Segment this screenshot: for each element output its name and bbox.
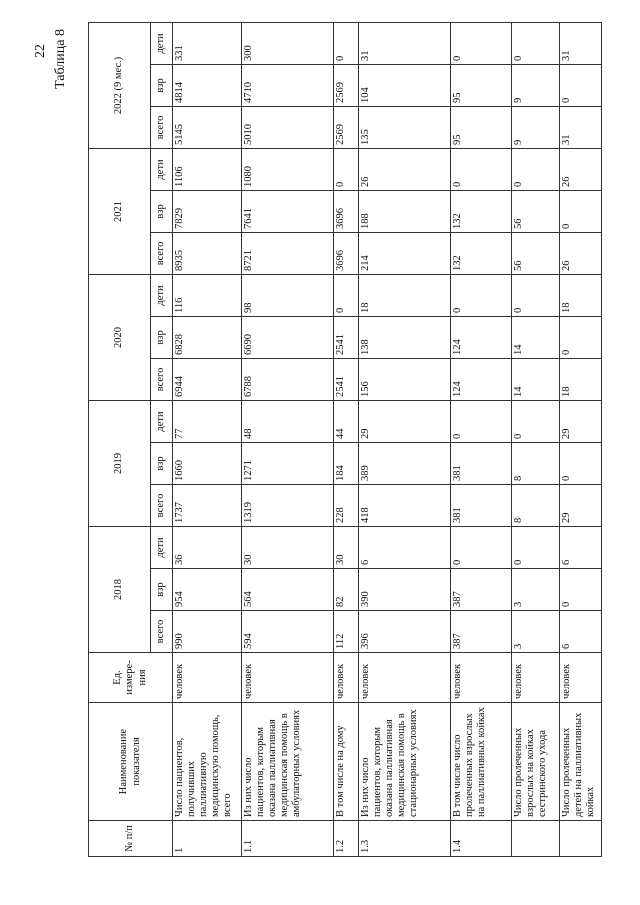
row-number (511, 821, 559, 857)
subheader-adult: взр (151, 569, 173, 611)
value-cell: 1271 (242, 442, 334, 484)
header-year-2020: 2020 (89, 274, 151, 400)
value-cell: 77 (173, 400, 242, 442)
subheader-total: всего (151, 484, 173, 526)
subheader-total: всего (151, 358, 173, 400)
value-cell: 8 (511, 442, 559, 484)
value-cell: 3 (511, 569, 559, 611)
value-cell: 0 (511, 274, 559, 316)
indicator-name: Число пролеченных взрослых на койках сестринского ухода (511, 703, 559, 821)
value-cell: 30 (242, 526, 334, 568)
table-row (511, 22, 559, 856)
value-cell: 4814 (173, 64, 242, 106)
value-cell: 6690 (242, 316, 334, 358)
value-cell: 0 (334, 274, 359, 316)
value-cell: 138 (359, 316, 451, 358)
subheader-child: дети (151, 274, 173, 316)
value-cell: 389 (359, 442, 451, 484)
value-cell: 396 (359, 611, 451, 653)
header-year-2022: 2022 (9 мес.) (89, 22, 151, 148)
value-cell: 124 (451, 316, 512, 358)
value-cell: 98 (242, 274, 334, 316)
value-cell: 95 (451, 106, 512, 148)
unit-cell: человек (451, 653, 512, 703)
value-cell: 8 (511, 484, 559, 526)
indicator-name: В том числе число пролеченных взрослых на паллиативных койках (451, 703, 512, 821)
value-cell: 95 (451, 64, 512, 106)
subheader-total: всего (151, 106, 173, 148)
value-cell: 26 (560, 232, 602, 274)
unit-cell: человек (242, 653, 334, 703)
subheader-adult: взр (151, 64, 173, 106)
value-cell: 3696 (334, 232, 359, 274)
table-row (334, 22, 359, 856)
value-cell: 0 (560, 190, 602, 232)
value-cell: 44 (334, 400, 359, 442)
table-row (451, 22, 512, 856)
value-cell: 29 (560, 484, 602, 526)
indicator-name: В том числе на дому (334, 703, 359, 821)
value-cell: 8935 (173, 232, 242, 274)
value-cell: 1737 (173, 484, 242, 526)
value-cell: 0 (334, 148, 359, 190)
value-cell: 188 (359, 190, 451, 232)
row-number: 1.2 (334, 821, 359, 857)
value-cell: 156 (359, 358, 451, 400)
value-cell: 387 (451, 569, 512, 611)
value-cell: 6 (359, 526, 451, 568)
header-no: № п/п (89, 821, 173, 857)
value-cell: 8721 (242, 232, 334, 274)
value-cell: 2541 (334, 316, 359, 358)
value-cell: 26 (359, 148, 451, 190)
value-cell: 30 (334, 526, 359, 568)
value-cell: 31 (560, 22, 602, 64)
value-cell: 954 (173, 569, 242, 611)
value-cell: 381 (451, 442, 512, 484)
value-cell: 0 (560, 316, 602, 358)
header-name: Наименование показателя (89, 703, 173, 821)
value-cell: 132 (451, 190, 512, 232)
value-cell: 214 (359, 232, 451, 274)
value-cell: 331 (173, 22, 242, 64)
value-cell: 0 (451, 274, 512, 316)
value-cell: 135 (359, 106, 451, 148)
value-cell: 116 (173, 274, 242, 316)
value-cell: 7641 (242, 190, 334, 232)
indicator-name: Число пролеченных детей на паллиативных койках (560, 703, 602, 821)
value-cell: 0 (451, 526, 512, 568)
value-cell: 0 (560, 64, 602, 106)
value-cell: 5010 (242, 106, 334, 148)
value-cell: 1660 (173, 442, 242, 484)
subheader-child: дети (151, 526, 173, 568)
palliative-care-table (88, 22, 602, 857)
value-cell: 0 (560, 569, 602, 611)
value-cell: 29 (359, 400, 451, 442)
row-number (560, 821, 602, 857)
value-cell: 564 (242, 569, 334, 611)
value-cell: 418 (359, 484, 451, 526)
value-cell: 4710 (242, 64, 334, 106)
value-cell: 9 (511, 106, 559, 148)
value-cell: 7829 (173, 190, 242, 232)
value-cell: 56 (511, 232, 559, 274)
header-unit: Ед. измере-ния (89, 653, 173, 703)
value-cell: 1080 (242, 148, 334, 190)
row-number: 1.3 (359, 821, 451, 857)
value-cell: 48 (242, 400, 334, 442)
value-cell: 56 (511, 190, 559, 232)
unit-cell: человек (173, 653, 242, 703)
value-cell: 0 (334, 22, 359, 64)
value-cell: 31 (560, 106, 602, 148)
value-cell: 26 (560, 148, 602, 190)
header-year-2018: 2018 (89, 526, 151, 652)
value-cell: 6 (560, 611, 602, 653)
indicator-name: Из них число пациентов, которым оказана паллиативная медицинская помощь в амбулаторных условиях (242, 703, 334, 821)
subheader-adult: взр (151, 442, 173, 484)
row-number: 1.1 (242, 821, 334, 857)
value-cell: 3696 (334, 190, 359, 232)
value-cell: 6 (560, 526, 602, 568)
table-row (560, 22, 602, 856)
value-cell: 9 (511, 64, 559, 106)
value-cell: 29 (560, 400, 602, 442)
row-number: 1 (173, 821, 242, 857)
table-caption: Таблица 8 (53, 29, 68, 89)
value-cell: 1319 (242, 484, 334, 526)
header-year-2019: 2019 (89, 400, 151, 526)
subheader-total: всего (151, 611, 173, 653)
value-cell: 132 (451, 232, 512, 274)
value-cell: 1106 (173, 148, 242, 190)
value-cell: 104 (359, 64, 451, 106)
unit-cell: человек (511, 653, 559, 703)
value-cell: 36 (173, 526, 242, 568)
value-cell: 14 (511, 316, 559, 358)
table-row (359, 22, 451, 856)
value-cell: 387 (451, 611, 512, 653)
table-row (242, 22, 334, 856)
value-cell: 0 (451, 148, 512, 190)
value-cell: 228 (334, 484, 359, 526)
subheader-child: дети (151, 22, 173, 64)
indicator-name: Число пациентов, получивших паллиативную медицинскую помощь, всего (173, 703, 242, 821)
value-cell: 300 (242, 22, 334, 64)
value-cell: 0 (511, 22, 559, 64)
value-cell: 390 (359, 569, 451, 611)
subheader-child: дети (151, 148, 173, 190)
subheader-total: всего (151, 232, 173, 274)
value-cell: 18 (359, 274, 451, 316)
value-cell: 3 (511, 611, 559, 653)
value-cell: 0 (560, 442, 602, 484)
value-cell: 6828 (173, 316, 242, 358)
value-cell: 0 (511, 400, 559, 442)
value-cell: 0 (511, 526, 559, 568)
value-cell: 112 (334, 611, 359, 653)
value-cell: 0 (451, 22, 512, 64)
value-cell: 6944 (173, 358, 242, 400)
value-cell: 594 (242, 611, 334, 653)
subheader-adult: взр (151, 316, 173, 358)
page-number: 22 (33, 44, 48, 58)
value-cell: 18 (560, 274, 602, 316)
row-number: 1.4 (451, 821, 512, 857)
value-cell: 0 (511, 148, 559, 190)
value-cell: 6788 (242, 358, 334, 400)
unit-cell: человек (359, 653, 451, 703)
table-row (173, 22, 242, 856)
value-cell: 381 (451, 484, 512, 526)
subheader-child: дети (151, 400, 173, 442)
value-cell: 31 (359, 22, 451, 64)
unit-cell: человек (334, 653, 359, 703)
value-cell: 124 (451, 358, 512, 400)
subheader-adult: взр (151, 190, 173, 232)
value-cell: 82 (334, 569, 359, 611)
value-cell: 2541 (334, 358, 359, 400)
value-cell: 0 (451, 400, 512, 442)
unit-cell: человек (560, 653, 602, 703)
indicator-name: Из них число пациентов, которым оказана паллиативная медицинская помощь в стационарных условиях (359, 703, 451, 821)
value-cell: 2569 (334, 106, 359, 148)
value-cell: 14 (511, 358, 559, 400)
value-cell: 5145 (173, 106, 242, 148)
value-cell: 18 (560, 358, 602, 400)
header-year-2021: 2021 (89, 148, 151, 274)
value-cell: 2569 (334, 64, 359, 106)
value-cell: 990 (173, 611, 242, 653)
value-cell: 184 (334, 442, 359, 484)
